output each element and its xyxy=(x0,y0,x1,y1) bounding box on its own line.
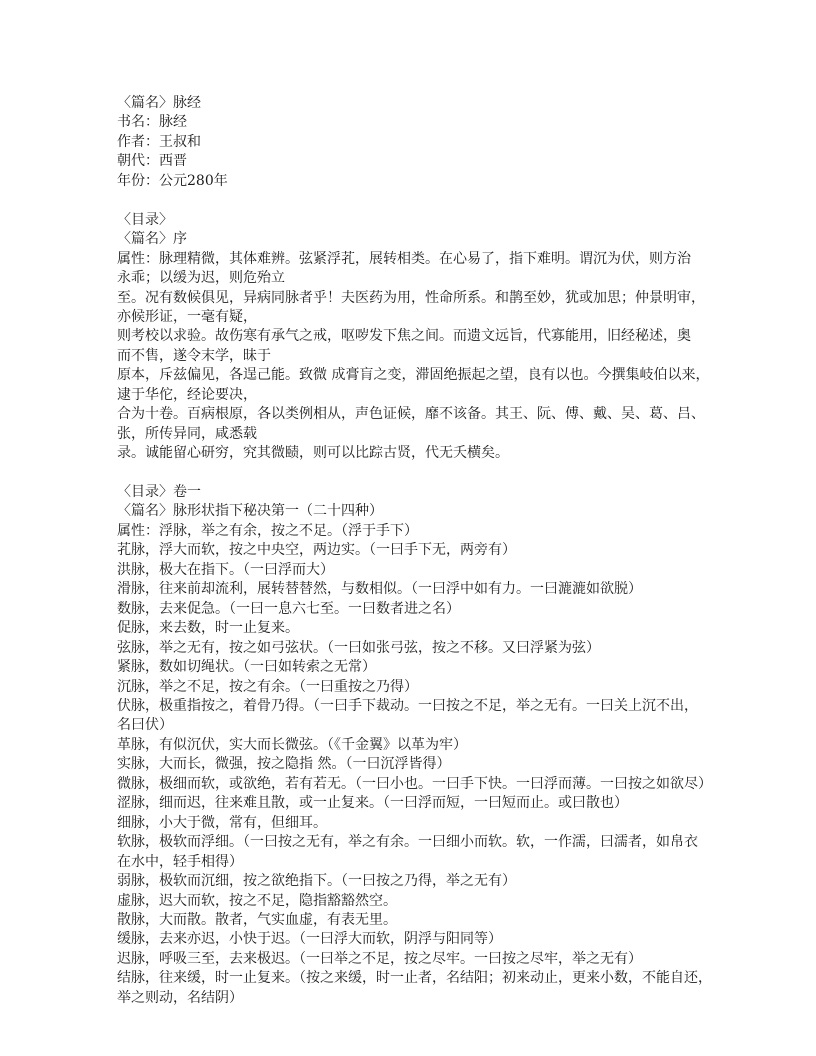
pulse-line: 洪脉，极大在指下。（一曰浮而大） xyxy=(117,561,334,578)
preface-line: 张，所传异同，咸悉载 xyxy=(117,425,257,442)
pulse-line: 属性：浮脉，举之有余，按之不足。（浮于手下） xyxy=(117,522,418,539)
pulse-line: 缓脉，去来亦迟，小快于迟。（一曰浮大而软，阴浮与阳同等） xyxy=(117,931,502,948)
pulse-line: 滑脉，往来前却流利，展转替替然，与数相似。（一曰浮中如有力。一曰漉漉如欲脱） xyxy=(117,581,642,598)
pulse-line: 数脉，去来促急。（一曰一息六七至。一曰数者进之名） xyxy=(117,600,460,617)
preface-line: 永乖；以缓为迟，则危殆立 xyxy=(117,270,285,287)
preface-line: 原本，斥兹偏见，各逞己能。致微 成膏肓之变，滞固绝振起之望，良有以也。今撰集岐伯以来， xyxy=(117,367,710,384)
volume-toc-tag: 〈目录〉卷一 xyxy=(117,484,201,501)
pulse-line: 涩脉，细而迟，往来难且散，或一止复来。（一曰浮而短，一曰短而止。或曰散也） xyxy=(117,795,628,812)
preface-line: 而不售，遂令末学，昧于 xyxy=(117,347,271,364)
pulse-line: 紧脉，数如切绳状。（一曰如转索之无常） xyxy=(117,659,376,676)
pulse-line: 散脉，大而散。散者，气实血虚，有表无里。 xyxy=(117,912,397,928)
pulse-line: 弱脉，极软而沉细，按之欲绝指下。（一曰按之乃得，举之无有） xyxy=(117,873,516,890)
pulse-line: 微脉，极细而软，或欲绝，若有若无。（一曰小也。一曰手下快。一曰浮而薄。一曰按之如欲尽） xyxy=(117,775,712,792)
pulse-line: 伏脉，极重指按之，着骨乃得。（一曰手下裁动。一曰按之不足，举之无有。一曰关上沉不出， xyxy=(117,698,698,715)
preface-line: 合为十卷。百病根原，各以类例相从，声色证候，靡不该备。其王、阮、傅、戴、吴、葛、吕、 xyxy=(117,406,705,423)
volume-chapter-tag: 〈篇名〉脉形状指下秘决第一（二十四种） xyxy=(117,503,383,520)
pulse-line: 迟脉，呼吸三至，去来极迟。（一曰举之不足，按之尽牢。一曰按之尽牢，举之无有） xyxy=(117,950,642,967)
preface-chapter-tag: 〈篇名〉序 xyxy=(117,231,187,248)
preface-line: 至。况有数候俱见，异病同脉者乎！夫医药为用，性命所系。和鹊至妙，犹或加思；仲景明审， xyxy=(117,289,705,306)
toc-label: 〈目录〉 xyxy=(117,211,173,228)
pulse-line: 细脉，小大于微，常有，但细耳。 xyxy=(117,814,327,831)
pulse-line: 举之则动，名结阴） xyxy=(117,989,243,1006)
pulse-line: 芤脉，浮大而软，按之中央空，两边实。（一曰手下无，两旁有） xyxy=(117,542,516,559)
pulse-line: 名曰伏） xyxy=(117,717,173,734)
pulse-line: 结脉，往来缓，时一止复来。（按之来缓，时一止者，名结阳；初来动止，更来小数，不能自还， xyxy=(117,970,712,987)
pulse-line: 实脉，大而长，微强，按之隐指 然。（一曰沉浮皆得） xyxy=(117,756,451,773)
pulse-line: 软脉，极软而浮细。（一曰按之无有，举之有余。一曰细小而软。软，一作濡，曰濡者，如帛衣 xyxy=(117,834,698,851)
pulse-line: 在水中，轻手相得） xyxy=(117,853,243,870)
pulse-line: 促脉，来去数，时一止复来。 xyxy=(117,620,299,637)
spacer xyxy=(117,191,702,210)
pulse-list xyxy=(117,522,712,1008)
preface-body xyxy=(117,250,710,464)
spacer xyxy=(117,464,702,483)
dynasty: 朝代：西晋 xyxy=(117,153,187,170)
pulse-line: 革脉，有似沉伏，实大而长微弦。（《千金翼》以革为牢） xyxy=(117,736,467,753)
chapter-tag: 〈篇名〉脉经 xyxy=(117,95,201,111)
pulse-line: 沉脉，举之不足，按之有余。（一曰重按之乃得） xyxy=(117,678,418,695)
preface-line: 属性：脉理精微，其体难辨。弦紧浮芤，展转相类。在心易了，指下难明。谓沉为伏，则方治 xyxy=(117,250,691,267)
preface-line: 录。诚能留心研穷，究其微赜，则可以比踪古贤，代无夭横矣。 xyxy=(117,445,509,462)
document-page xyxy=(117,94,712,1008)
preface-line: 亦候形证，一毫有疑， xyxy=(117,308,257,325)
preface-line: 逮于华佗，经论要决， xyxy=(117,386,257,403)
author: 作者：王叔和 xyxy=(117,133,201,150)
year: 年份：公元280年 xyxy=(117,172,228,189)
pulse-line: 弦脉，举之无有，按之如弓弦状。（一曰如张弓弦，按之不移。又曰浮紧为弦） xyxy=(117,639,600,656)
pulse-line: 虚脉，迟大而软，按之不足，隐指豁豁然空。 xyxy=(117,892,397,909)
book-name: 书名：脉经 xyxy=(117,114,187,131)
preface-line: 则考校以求验。故伤寒有承气之戒，呕哕发下焦之间。而遗文远旨，代寡能用，旧经秘述，奥 xyxy=(117,328,691,345)
